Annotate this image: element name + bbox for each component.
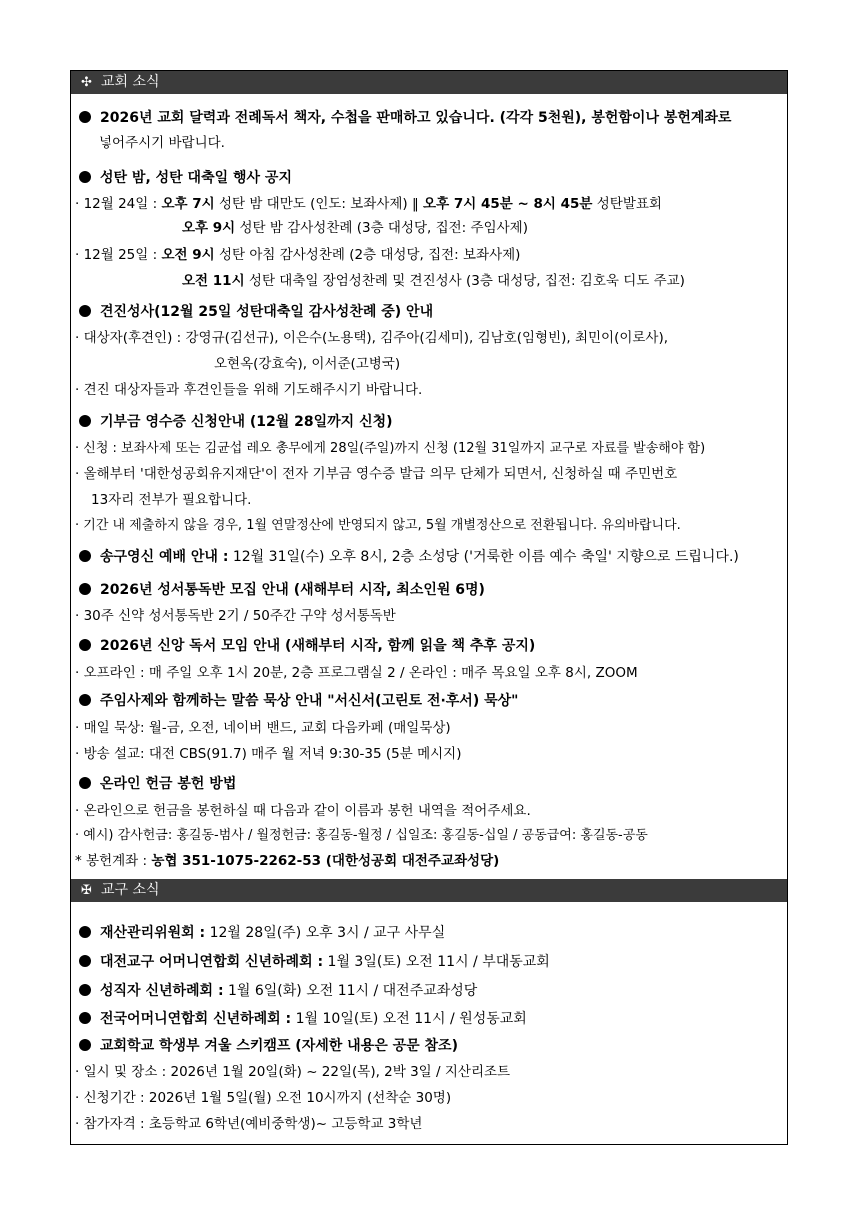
bullet-icon bbox=[79, 639, 91, 651]
bullet-icon bbox=[79, 1039, 91, 1051]
diocese-news-header bbox=[71, 879, 787, 902]
bullet-icon bbox=[79, 1012, 91, 1024]
online-offering-how: · 온라인으로 헌금을 봉헌하실 때 다음과 같이 이름과 봉헌 내역을 적어주세요. bbox=[75, 803, 531, 819]
notice-christmas: 성탄 밤, 성탄 대축일 행사 공지 bbox=[71, 169, 292, 187]
notice-bible-reading: 2026년 성서통독반 모집 안내 (새해부터 시작, 최소인원 6명) bbox=[71, 581, 485, 599]
notice-mothers-union-national: 전국어머니연합회 신년하례회 : 1월 10일(토) 오전 11시 / 원성동교회 bbox=[71, 1010, 527, 1028]
bullet-icon bbox=[79, 415, 91, 427]
bullet-icon bbox=[79, 926, 91, 938]
donation-rrn-cont: 13자리 전부가 필요합니다. bbox=[91, 492, 252, 508]
donation-rrn: · 올해부터 '대한성공회유지재단'이 전자 기부금 영수증 발급 의무 단체가 되면서, 신청하실 때 주민번호 bbox=[75, 466, 678, 482]
christmas-eve-line2: 오후 9시 성탄 밤 감사성찬례 (3층 대성당, 집전: 주임사제) bbox=[182, 220, 528, 236]
donation-apply: · 신청 : 보좌사제 또는 김균섭 레오 총무에게 28일(주일)까지 신청 (12월 31일까지 교구로 자료를 발송해야 함) bbox=[75, 441, 706, 456]
bullet-icon bbox=[79, 955, 91, 967]
bullet-icon bbox=[79, 777, 91, 789]
donation-deadline: · 기간 내 제출하지 않을 경우, 1월 연말정산에 반영되지 않고, 5월 개별정산으로 전환됩니다. 유의바랍니다. bbox=[75, 518, 681, 533]
notice-calendar-cont: 넣어주시기 바랍니다. bbox=[99, 135, 225, 151]
meditation-daily: · 매일 묵상: 월-금, 오전, 네이버 밴드, 교회 다음카페 (매일묵상) bbox=[75, 720, 451, 736]
cross-icon: ✠ bbox=[81, 883, 92, 898]
confirmation-candidates: · 대상자(후견인) : 강영규(김선규), 이은수(노용택), 김주아(김세미), 김남호(임형빈), 최민이(이로사), bbox=[75, 330, 669, 346]
christmas-day-line2: 오전 11시 성탄 대축일 장엄성찬례 및 견진성사 (3층 대성당, 집전: 김호욱 디도 주교) bbox=[182, 273, 685, 289]
notice-property-committee: 재산관리위원회 : 12월 28일(주) 오후 3시 / 교구 사무실 bbox=[71, 924, 445, 942]
notice-calendar: 2026년 교회 달력과 전례독서 책자, 수첩을 판매하고 있습니다. (각각 5천원), 봉헌함이나 봉헌계좌로 bbox=[71, 109, 731, 127]
offering-account: * 봉헌계좌 : 농협 351-1075-2262-53 (대한성공회 대전주교좌성당) bbox=[75, 853, 500, 869]
notice-new-year-service: 송구영신 예배 안내 : 12월 31일(수) 오후 8시, 2층 소성당 ('거룩한 이름 예수 축일' 지향으로 드립니다.) bbox=[71, 548, 739, 566]
bullet-icon bbox=[79, 171, 91, 183]
notice-mothers-union-daejeon: 대전교구 어머니연합회 신년하례회 : 1월 3일(토) 오전 11시 / 부대동교회 bbox=[71, 953, 550, 971]
meditation-broadcast: · 방송 설교: 대전 CBS(91.7) 매주 월 저녁 9:30-35 (5분 메시지) bbox=[75, 746, 462, 762]
bullet-icon bbox=[79, 111, 91, 123]
bullet-icon bbox=[79, 583, 91, 595]
christmas-day-line1: · 12월 25일 : 오전 9시 성탄 아침 감사성찬례 (2층 대성당, 집전: 보좌사제) bbox=[75, 247, 521, 263]
book-club-detail: · 오프라인 : 매 주일 오후 1시 20분, 2층 프로그램실 2 / 온라인 : 매주 목요일 오후 8시, ZOOM bbox=[75, 665, 638, 681]
four-dot-icon: ✣ bbox=[81, 75, 92, 90]
notice-book-club: 2026년 신앙 독서 모임 안내 (새해부터 시작, 함께 읽을 책 추후 공지) bbox=[71, 637, 535, 655]
confirmation-prayer: · 견진 대상자들과 후견인들을 위해 기도해주시기 바랍니다. bbox=[75, 382, 423, 398]
diocese-news-title: 교구 소식 bbox=[101, 882, 160, 898]
ski-camp-date-place: · 일시 및 장소 : 2026년 1월 20일(화) ~ 22일(목), 2박 3일 / 지산리조트 bbox=[75, 1064, 511, 1080]
online-offering-example: · 예시) 감사헌금: 홍길동-범사 / 월정헌금: 홍길동-월정 / 십일조: 홍길동-십일 / 공동급여: 홍길동-공동 bbox=[75, 828, 648, 843]
bullet-icon bbox=[79, 694, 91, 706]
bullet-icon bbox=[79, 550, 91, 562]
ski-camp-apply: · 신청기간 : 2026년 1월 5일(월) 오전 10시까지 (선착순 30명) bbox=[75, 1090, 452, 1106]
notice-donation-receipt: 기부금 영수증 신청안내 (12월 28일까지 신청) bbox=[71, 413, 393, 431]
notice-online-offering: 온라인 헌금 봉헌 방법 bbox=[71, 775, 236, 793]
bulletin-frame bbox=[70, 70, 788, 1145]
church-news-title: 교회 소식 bbox=[101, 74, 160, 90]
bullet-icon bbox=[79, 984, 91, 996]
ski-camp-eligibility: · 참가자격 : 초등학교 6학년(예비중학생)~ 고등학교 3학년 bbox=[75, 1116, 423, 1132]
notice-meditation: 주임사제와 함께하는 말씀 묵상 안내 "서신서(고린토 전·후서) 묵상" bbox=[71, 692, 518, 710]
notice-confirmation: 견진성사(12월 25일 성탄대축일 감사성찬례 중) 안내 bbox=[71, 303, 433, 321]
bullet-icon bbox=[79, 305, 91, 317]
notice-clergy-new-year: 성직자 신년하례회 : 1월 6일(화) 오전 11시 / 대전주교좌성당 bbox=[71, 982, 477, 1000]
confirmation-candidates-cont: 오현옥(강효숙), 이서준(고병국) bbox=[214, 356, 401, 372]
notice-ski-camp: 교회학교 학생부 겨울 스키캠프 (자세한 내용은 공문 참조) bbox=[71, 1037, 458, 1055]
christmas-eve-line1: · 12월 24일 : 오후 7시 성탄 밤 대만도 (인도: 보좌사제) ‖ 오후 7시 45분 ~ 8시 45분 성탄발표회 bbox=[75, 196, 662, 212]
bible-reading-detail: · 30주 신약 성서통독반 2기 / 50주간 구약 성서통독반 bbox=[75, 608, 396, 624]
church-news-header bbox=[71, 71, 787, 94]
